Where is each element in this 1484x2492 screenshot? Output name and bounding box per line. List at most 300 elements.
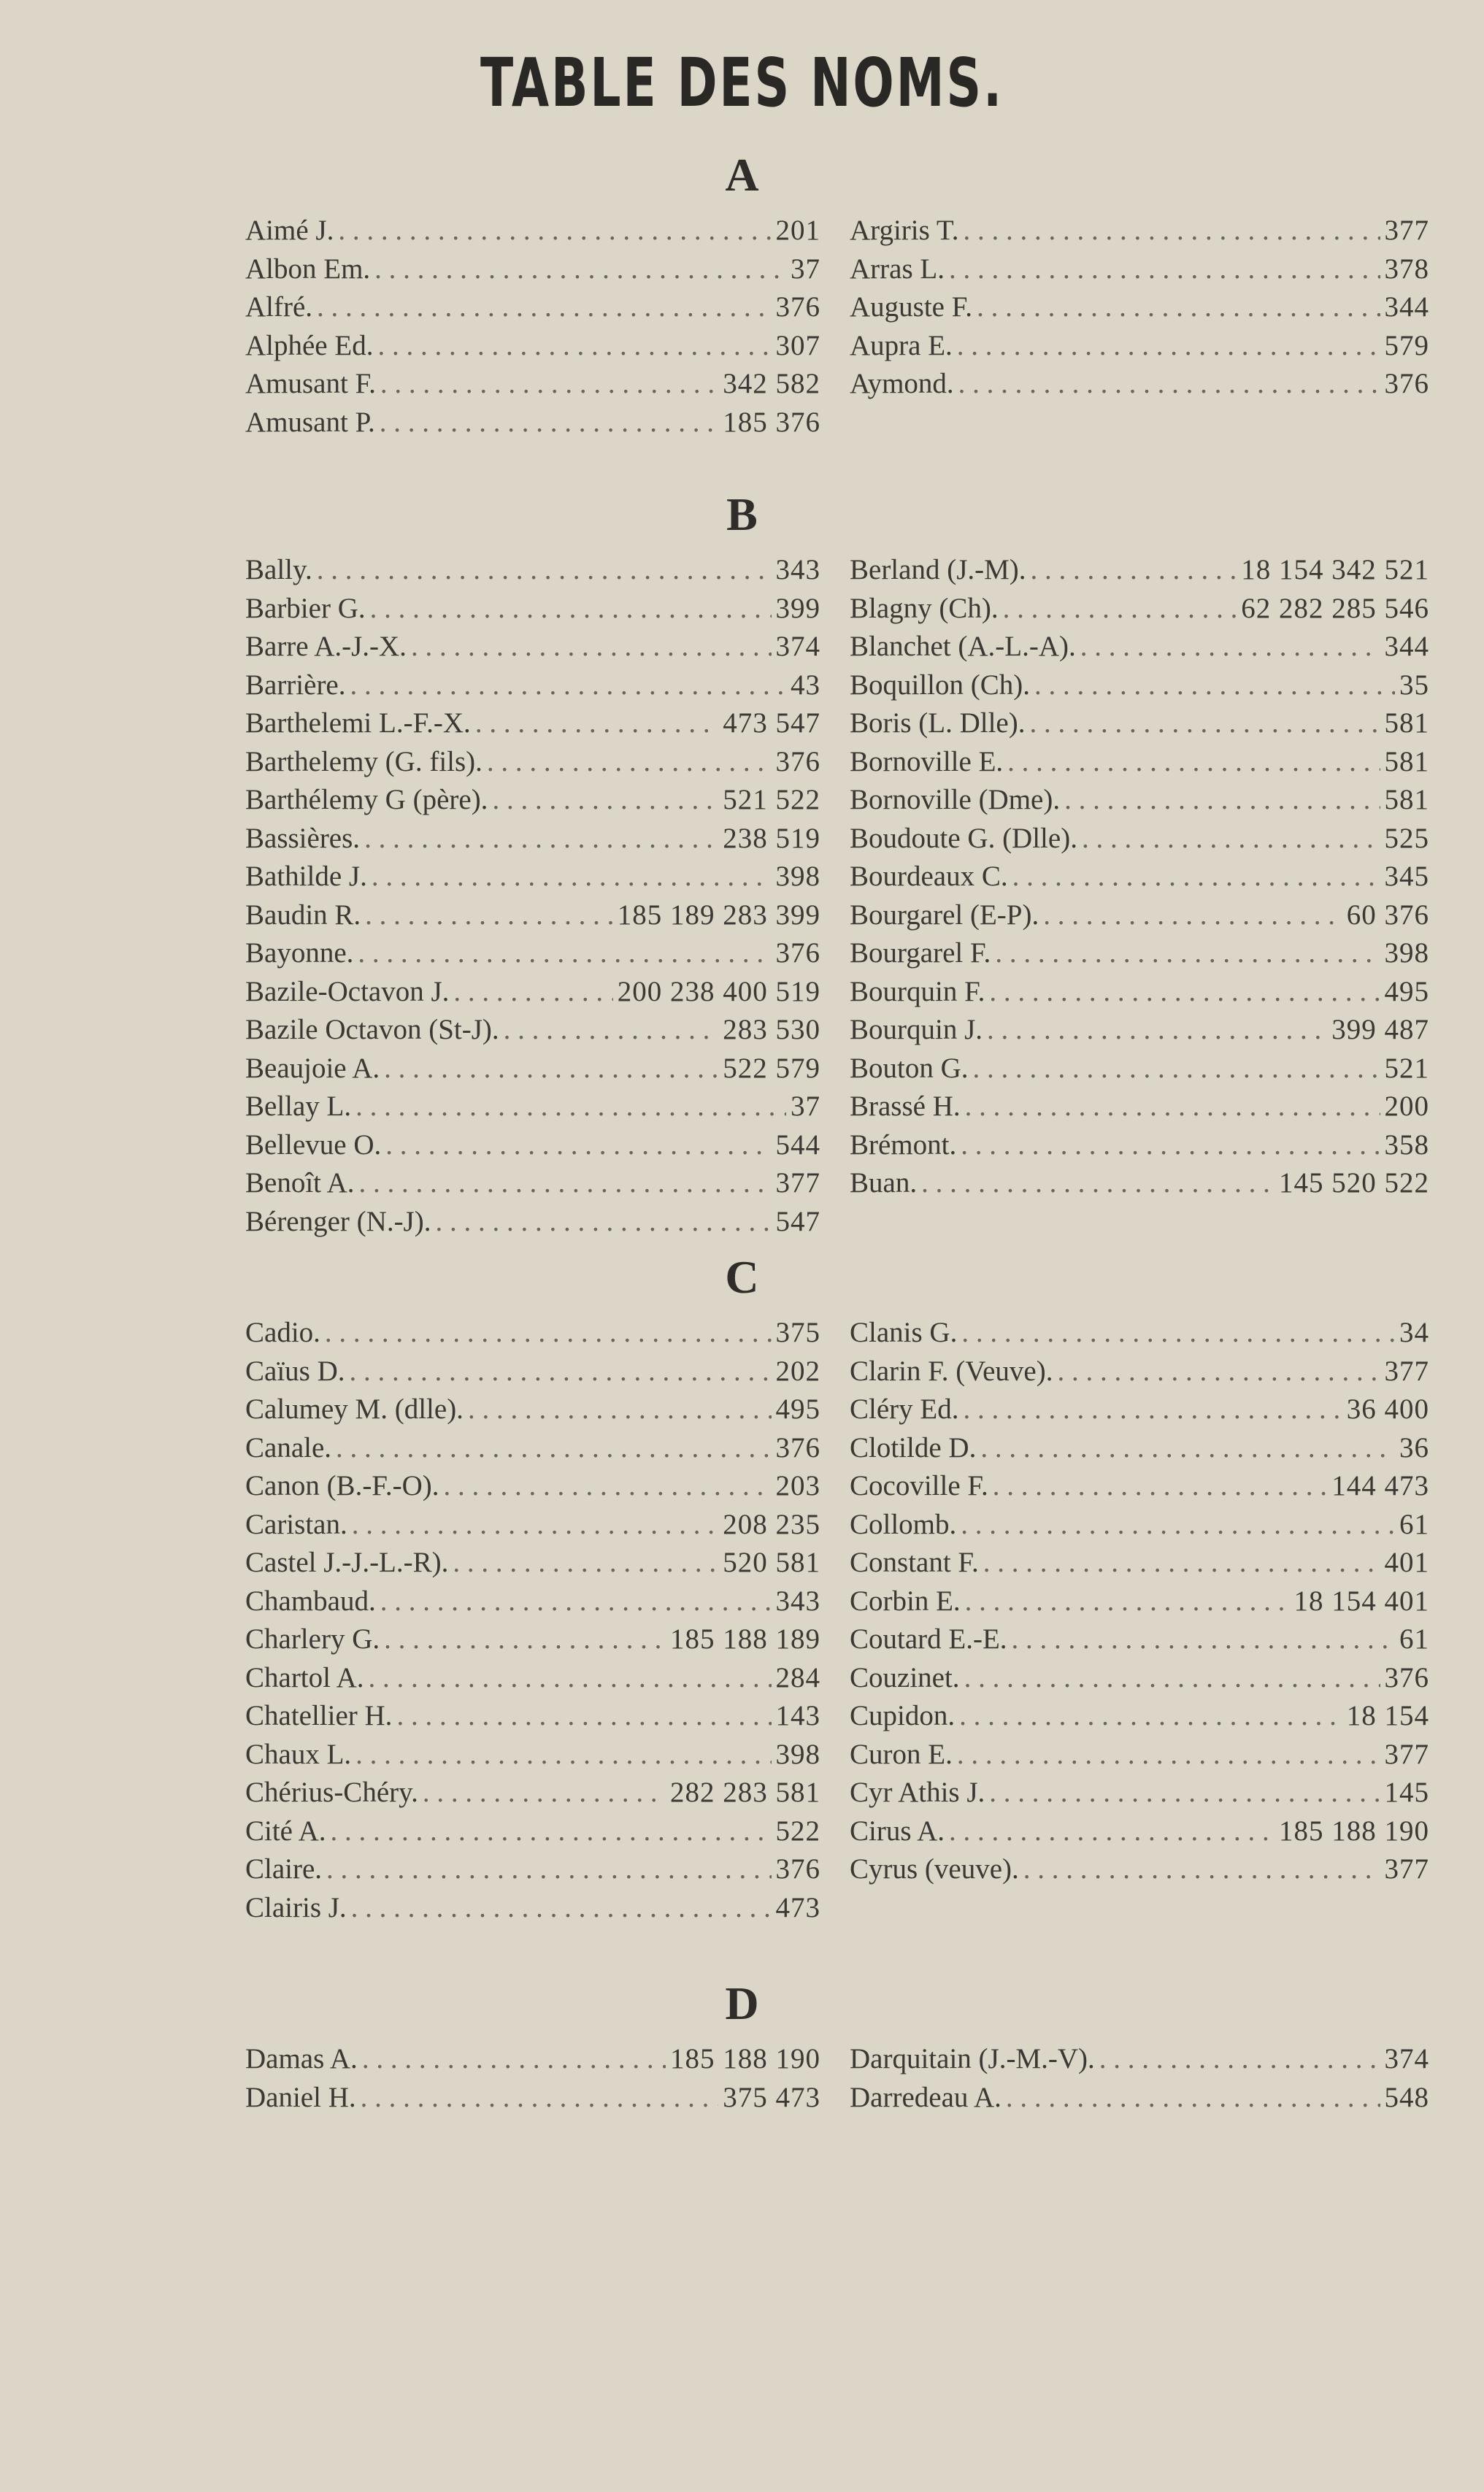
leader-dots <box>370 590 772 628</box>
index-entry <box>850 1011 1429 1050</box>
entry-name: Berland (J.-M). <box>850 554 1026 585</box>
section-letter: B <box>726 488 758 540</box>
index-entry <box>850 250 1429 289</box>
entry-pages: 374 <box>1384 2043 1429 2074</box>
entry-pages: 283 530 <box>723 1014 820 1045</box>
index-entry <box>245 973 820 1012</box>
entry-name: Bathilde J. <box>245 861 367 892</box>
index-entry <box>245 666 820 705</box>
leader-dots <box>965 1583 1290 1621</box>
entry-name: Chaux L. <box>245 1738 352 1770</box>
entry-name: Caristan. <box>245 1508 347 1540</box>
index-entry <box>245 327 820 366</box>
index-entry <box>245 1050 820 1088</box>
index-entry <box>245 1583 820 1621</box>
leader-dots <box>411 628 772 666</box>
index-entry <box>850 858 1429 896</box>
leader-dots <box>350 1353 772 1391</box>
index-entry <box>850 1126 1429 1165</box>
leader-dots <box>396 1697 771 1736</box>
leader-dots <box>1034 666 1395 705</box>
entry-pages: 343 <box>775 1585 820 1617</box>
entry-name: Boris (L. Dlle). <box>850 707 1026 739</box>
entry-pages: 377 <box>775 1167 820 1199</box>
entry-name: Aupra E. <box>850 329 953 361</box>
entry-pages: 520 581 <box>723 1547 820 1578</box>
entry-pages: 343 <box>775 554 820 585</box>
entry-name: Beaujoie A. <box>245 1052 380 1084</box>
leader-dots <box>380 365 718 404</box>
entry-pages: 185 376 <box>723 406 820 438</box>
entry-pages: 376 <box>1384 368 1429 399</box>
entry-name: Cupidon. <box>850 1700 956 1731</box>
entry-name: Coutard E.-E. <box>850 1623 1007 1655</box>
leader-dots <box>359 1164 772 1203</box>
entry-pages: 60 376 <box>1346 899 1429 931</box>
index-entry <box>850 666 1429 705</box>
leader-dots <box>384 1620 666 1659</box>
entry-pages: 200 238 400 519 <box>617 975 820 1007</box>
index-entry <box>245 1011 820 1050</box>
entry-pages: 376 <box>775 1853 820 1885</box>
leader-dots <box>374 250 786 289</box>
entry-pages: 203 <box>775 1470 820 1501</box>
section-a <box>0 146 1484 442</box>
index-entry <box>245 781 820 820</box>
leader-dots <box>980 1429 1395 1468</box>
entry-name: Claire. <box>245 1853 323 1885</box>
leader-dots <box>957 327 1380 366</box>
entry-pages: 376 <box>775 291 820 323</box>
entry-pages: 544 <box>775 1128 820 1161</box>
entry-name: Buan. <box>850 1167 918 1199</box>
leader-dots <box>361 2079 719 2118</box>
index-entry <box>850 1736 1429 1774</box>
index-entry <box>850 2040 1429 2079</box>
entry-pages: 144 473 <box>1331 1470 1429 1501</box>
entry-pages: 143 <box>775 1700 820 1731</box>
entry-name: Cocoville F. <box>850 1470 988 1501</box>
entry-pages: 18 154 401 <box>1293 1585 1429 1617</box>
index-entry <box>245 743 820 782</box>
entry-name: Cirus A. <box>850 1815 945 1847</box>
index-entry <box>245 1353 820 1391</box>
leader-dots <box>355 1088 786 1126</box>
entry-name: Bellevue O. <box>245 1128 382 1161</box>
entry-name: Brassé H. <box>850 1091 961 1122</box>
leader-dots <box>1012 858 1380 896</box>
index-entry <box>850 1467 1429 1506</box>
leader-dots <box>475 704 718 743</box>
leader-dots <box>453 1544 718 1583</box>
leader-dots <box>336 1429 771 1468</box>
section-letter: D <box>725 1977 759 2029</box>
entry-pages: 376 <box>775 937 820 969</box>
entry-pages: 345 <box>1384 861 1429 892</box>
entry-name: Bazile Octavon (St-J). <box>245 1014 499 1045</box>
leader-dots <box>1006 2079 1380 2118</box>
entry-pages: 61 <box>1399 1508 1429 1540</box>
entry-pages: 521 <box>1384 1052 1429 1084</box>
leader-dots <box>989 1774 1380 1812</box>
leader-dots <box>949 1812 1275 1851</box>
entry-name: Darquitain (J.-M.-V). <box>850 2043 1095 2074</box>
entry-pages: 378 <box>1384 253 1429 285</box>
entry-name: Darredeau A. <box>850 2081 1001 2113</box>
index-entry <box>245 1812 820 1851</box>
leader-dots <box>362 2040 666 2079</box>
leader-dots <box>949 250 1380 289</box>
left-column <box>245 1314 820 1927</box>
index-entry <box>850 1314 1429 1353</box>
entry-pages: 399 <box>775 592 820 624</box>
entry-pages: 473 547 <box>723 707 820 739</box>
index-entry <box>850 1850 1429 1889</box>
index-entry <box>850 1088 1429 1126</box>
leader-dots <box>372 858 772 896</box>
entry-name: Bourquin F. <box>850 975 985 1007</box>
right-column <box>850 212 1429 404</box>
leader-dots <box>453 973 612 1012</box>
entry-name: Chambaud. <box>245 1585 376 1617</box>
entry-pages: 495 <box>775 1393 820 1425</box>
index-entry <box>850 1697 1429 1736</box>
entry-pages: 547 <box>775 1205 820 1237</box>
entry-name: Cité A. <box>245 1815 326 1847</box>
leader-dots <box>504 1011 719 1050</box>
entry-name: Benoît A. <box>245 1167 355 1199</box>
index-entry <box>245 250 820 289</box>
entry-name: Barthelemy (G. fils). <box>245 745 483 777</box>
entry-pages: 358 <box>1384 1128 1429 1161</box>
index-entry <box>245 1736 820 1774</box>
entry-name: Arras L. <box>850 253 945 285</box>
entry-name: Boquillon (Ch). <box>850 669 1031 701</box>
leader-dots <box>977 288 1380 327</box>
entry-pages: 200 <box>1384 1091 1429 1122</box>
leader-dots <box>351 1889 772 1928</box>
left-column <box>245 551 820 1241</box>
entry-name: Bornoville E. <box>850 745 1004 777</box>
leader-dots <box>325 1314 772 1353</box>
right-column <box>850 2040 1429 2117</box>
entry-name: Aymond. <box>850 368 954 399</box>
section-letter: C <box>725 1251 759 1303</box>
entry-pages: 375 <box>775 1317 820 1348</box>
index-entry <box>245 590 820 628</box>
entry-pages: 202 <box>775 1355 820 1387</box>
entry-pages: 377 <box>1384 1355 1429 1387</box>
leader-dots <box>423 1774 666 1812</box>
entry-pages: 145 <box>1384 1777 1429 1808</box>
entry-pages: 62 282 285 546 <box>1241 592 1429 624</box>
entry-pages: 377 <box>1384 215 1429 246</box>
index-entry <box>245 2079 820 2118</box>
entry-pages: 145 520 522 <box>1279 1167 1429 1199</box>
entry-pages: 525 <box>1384 822 1429 854</box>
leader-dots <box>961 1314 1395 1353</box>
index-entry <box>850 973 1429 1012</box>
leader-dots <box>365 896 613 935</box>
leader-dots <box>993 1467 1328 1506</box>
leader-dots <box>444 1467 772 1506</box>
entry-name: Collomb. <box>850 1508 957 1540</box>
entry-pages: 581 <box>1384 745 1429 777</box>
leader-dots <box>338 212 771 250</box>
leader-dots <box>492 781 718 820</box>
index-entry <box>850 1506 1429 1545</box>
entry-name: Bally. <box>245 554 312 585</box>
leader-dots <box>384 1050 718 1088</box>
entry-pages: 344 <box>1384 291 1429 323</box>
leader-dots <box>317 551 772 590</box>
entry-name: Alphée Ed. <box>245 329 374 361</box>
entry-pages: 185 188 190 <box>1279 1815 1429 1847</box>
index-entry <box>850 1659 1429 1698</box>
index-entry <box>850 1812 1429 1851</box>
leader-dots <box>921 1164 1275 1203</box>
index-entry <box>245 1203 820 1242</box>
entry-name: Bornoville (Dme). <box>850 784 1061 815</box>
index-entry <box>245 1126 820 1165</box>
entry-pages: 208 235 <box>723 1508 820 1540</box>
leader-dots <box>468 1391 772 1429</box>
index-entry <box>245 896 820 935</box>
leader-dots <box>957 1736 1380 1774</box>
entry-name: Blagny (Ch). <box>850 592 999 624</box>
entry-pages: 377 <box>1384 1853 1429 1885</box>
section-b <box>0 485 1484 1241</box>
entry-name: Corbin E. <box>850 1585 961 1617</box>
entry-pages: 238 519 <box>723 822 820 854</box>
entry-name: Amusant F. <box>245 368 376 399</box>
index-entry <box>850 1544 1429 1583</box>
leader-dots <box>961 1506 1395 1545</box>
index-entry <box>850 1620 1429 1659</box>
entry-name: Albon Em. <box>245 253 371 285</box>
entry-name: Bourgarel F. <box>850 937 991 969</box>
index-entry <box>850 1583 1429 1621</box>
index-entry <box>850 212 1429 250</box>
section-letter: A <box>725 149 759 201</box>
entry-name: Canale. <box>245 1431 332 1464</box>
entry-pages: 398 <box>775 1738 820 1770</box>
index-entry <box>245 628 820 666</box>
index-entry <box>245 1659 820 1698</box>
index-entry <box>850 820 1429 858</box>
entry-pages: 18 154 342 521 <box>1241 554 1429 585</box>
index-entry <box>850 2079 1429 2118</box>
leader-dots <box>1029 704 1380 743</box>
leader-dots <box>973 1050 1380 1088</box>
leader-dots <box>355 1736 771 1774</box>
entry-pages: 344 <box>1384 631 1429 662</box>
leader-dots <box>987 1011 1327 1050</box>
entry-name: Constant F. <box>850 1547 979 1578</box>
entry-pages: 376 <box>775 745 820 777</box>
index-entry <box>850 934 1429 973</box>
entry-pages: 36 <box>1399 1431 1429 1464</box>
index-entry <box>245 2040 820 2079</box>
leader-dots <box>964 212 1380 250</box>
entry-name: Boudoute G. (Dlle). <box>850 822 1077 854</box>
index-entry <box>850 743 1429 782</box>
page-title: TABLE DES NOMS. <box>480 44 1004 122</box>
index-entry <box>850 628 1429 666</box>
entry-pages: 37 <box>791 1091 820 1122</box>
entry-pages: 43 <box>791 669 820 701</box>
leader-dots <box>1080 628 1380 666</box>
section-columns <box>0 551 1484 1241</box>
entry-pages: 548 <box>1384 2081 1429 2113</box>
entry-name: Auguste F. <box>850 291 973 323</box>
leader-dots <box>1099 2040 1380 2079</box>
entry-pages: 185 189 283 399 <box>617 899 820 931</box>
entry-pages: 284 <box>775 1661 820 1693</box>
index-entry <box>850 551 1429 590</box>
index-entry <box>850 327 1429 366</box>
entry-name: Curon E. <box>850 1738 953 1770</box>
index-entry <box>245 365 820 404</box>
left-column <box>245 2040 820 2117</box>
entry-pages: 34 <box>1399 1317 1429 1348</box>
index-entry <box>245 1697 820 1736</box>
leader-dots <box>1007 743 1380 782</box>
entry-pages: 398 <box>1384 937 1429 969</box>
index-entry <box>245 1467 820 1506</box>
leader-dots <box>352 1506 719 1545</box>
entry-pages: 581 <box>1384 707 1429 739</box>
leader-dots <box>1023 1850 1380 1889</box>
leader-dots <box>965 1088 1380 1126</box>
entry-name: Baudin R. <box>245 899 361 931</box>
index-entry <box>850 365 1429 404</box>
leader-dots <box>317 288 771 327</box>
entry-pages: 282 283 581 <box>670 1777 820 1808</box>
leader-dots <box>958 365 1380 404</box>
entry-name: Barre A.-J.-X. <box>245 631 407 662</box>
leader-dots <box>369 1659 772 1698</box>
entry-pages: 307 <box>775 329 820 361</box>
entry-pages: 36 400 <box>1346 1393 1429 1425</box>
index-entry <box>245 1429 820 1468</box>
entry-name: Clanis G. <box>850 1317 958 1348</box>
entry-pages: 376 <box>1384 1661 1429 1693</box>
section-d <box>0 1974 1484 2117</box>
leader-dots <box>364 820 718 858</box>
entry-name: Bouton G. <box>850 1052 969 1084</box>
entry-name: Bayonne. <box>245 937 354 969</box>
left-column <box>245 212 820 442</box>
leader-dots <box>1057 1353 1380 1391</box>
index-entry <box>245 1314 820 1353</box>
leader-dots <box>989 973 1380 1012</box>
entry-pages: 473 <box>775 1891 820 1923</box>
index-entry <box>245 820 820 858</box>
index-entry <box>245 704 820 743</box>
entry-pages: 521 522 <box>723 784 820 815</box>
leader-dots <box>331 1812 772 1851</box>
entry-name: Caïus D. <box>245 1355 345 1387</box>
entry-name: Canon (B.-F.-O). <box>245 1470 439 1501</box>
entry-name: Cyrus (veuve). <box>850 1853 1019 1885</box>
index-entry <box>850 896 1429 935</box>
entry-pages: 201 <box>775 215 820 246</box>
leader-dots <box>377 327 771 366</box>
entry-name: Clairis J. <box>245 1891 347 1923</box>
entry-pages: 376 <box>775 1431 820 1464</box>
entry-name: Castel J.-J.-L.-R). <box>245 1547 449 1578</box>
entry-name: Couzinet. <box>850 1661 960 1693</box>
leader-dots <box>358 934 771 973</box>
entry-name: Barthélemy G (père). <box>245 784 488 815</box>
entry-name: Barbier G. <box>245 592 366 624</box>
leader-dots <box>1003 590 1237 628</box>
entry-pages: 61 <box>1399 1623 1429 1655</box>
entry-name: Bassières. <box>245 822 361 854</box>
entry-name: Barthelemi L.-F.-X. <box>245 707 471 739</box>
index-entry <box>850 1391 1429 1429</box>
entry-name: Bourdeaux C. <box>850 861 1008 892</box>
entry-pages: 401 <box>1384 1547 1429 1578</box>
leader-dots <box>487 743 772 782</box>
entry-pages: 185 188 190 <box>670 2043 820 2074</box>
entry-name: Chartol A. <box>245 1661 364 1693</box>
entry-pages: 35 <box>1399 669 1429 701</box>
entry-name: Calumey M. (dlle). <box>245 1393 464 1425</box>
entry-pages: 581 <box>1384 784 1429 815</box>
index-entry <box>245 1620 820 1659</box>
entry-pages: 18 154 <box>1346 1700 1429 1731</box>
index-entry <box>850 288 1429 327</box>
leader-dots <box>350 666 787 705</box>
leader-dots <box>983 1544 1380 1583</box>
right-column <box>850 551 1429 1203</box>
entry-name: Clarin F. (Veuve). <box>850 1355 1053 1387</box>
entry-pages: 398 <box>775 861 820 892</box>
entry-name: Bellay L. <box>245 1091 352 1122</box>
leader-dots <box>964 1659 1380 1698</box>
entry-name: Bazile-Octavon J. <box>245 975 450 1007</box>
index-entry <box>850 1164 1429 1203</box>
entry-name: Damas A. <box>245 2043 358 2074</box>
leader-dots <box>1082 820 1380 858</box>
entry-pages: 399 487 <box>1331 1014 1429 1045</box>
entry-name: Clotilde D. <box>850 1431 977 1464</box>
index-entry <box>850 590 1429 628</box>
entry-name: Aimé J. <box>245 215 334 246</box>
entry-pages: 377 <box>1384 1738 1429 1770</box>
index-entry <box>245 404 820 442</box>
leader-dots <box>995 934 1380 973</box>
entry-name: Chatellier H. <box>245 1700 393 1731</box>
index-entry <box>245 288 820 327</box>
leader-dots <box>435 1203 771 1242</box>
entry-name: Charlery G. <box>245 1623 380 1655</box>
index-entry <box>850 1429 1429 1468</box>
entry-name: Bérenger (N.-J). <box>245 1205 431 1237</box>
section-columns <box>0 2040 1484 2117</box>
entry-pages: 374 <box>775 631 820 662</box>
entry-pages: 522 579 <box>723 1052 820 1084</box>
leader-dots <box>385 1126 771 1165</box>
entry-pages: 185 188 189 <box>670 1623 820 1655</box>
index-entry <box>850 781 1429 820</box>
section-c <box>0 1248 1484 1927</box>
entry-pages: 522 <box>775 1815 820 1847</box>
entry-name: Chérius-Chéry. <box>245 1777 418 1808</box>
right-column <box>850 1314 1429 1889</box>
